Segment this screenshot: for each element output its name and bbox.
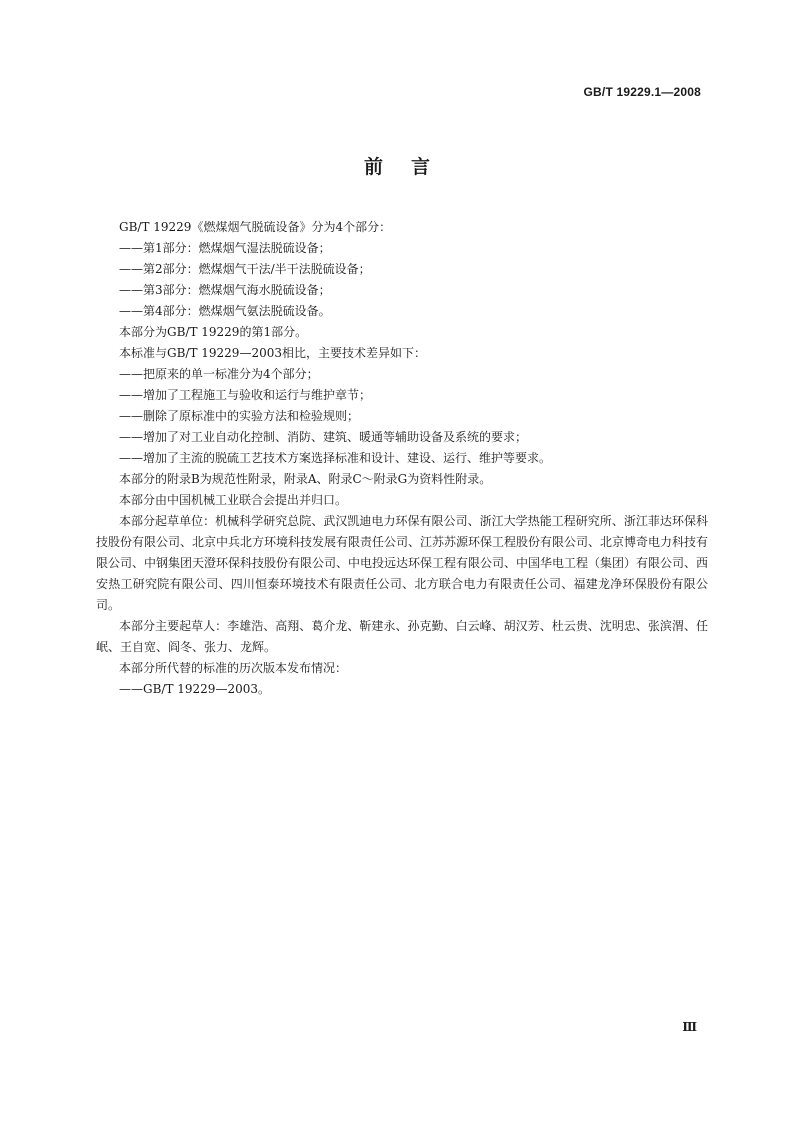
- page-number: Ⅲ: [682, 1020, 697, 1034]
- preface-body: [96, 217, 708, 700]
- list-item-part-4: ——第4部分：燃煤烟气氨法脱硫设备。: [119, 304, 331, 318]
- drafting-units: 本部分起草单位：机械科学研究总院、武汉凯迪电力环保有限公司、浙江大学热能工程研究所、浙江菲达环保科技股份有限公司、北京中兵北方环境科技发展有限责任公司、江苏苏源环保工程股份有限公司、北京博奇电力科技有限公司、中钢集团天澄环保科技股份有限公司、中电投远达环保工程有限公司、中国华电工程（集团）有限公司、西安热工研究院有限公司、四川恒泰环境技术有限责任公司、北方联合电力有限责任公司、福建龙净环保股份有限公司。: [96, 514, 709, 612]
- history-item: ——GB/T 19229—2003。: [119, 682, 270, 696]
- list-item-part-2: ——第2部分：燃煤烟气干法/半干法脱硫设备；: [119, 262, 371, 276]
- difference-item-4: ——增加了对工业自动化控制、消防、建筑、暖通等辅助设备及系统的要求；: [119, 430, 528, 444]
- difference-item-5: ——增加了主流的脱硫工艺技术方案选择标准和设计、建设、运行、维护等要求。: [119, 451, 552, 465]
- list-item-part-3: ——第3部分：燃煤烟气海水脱硫设备；: [119, 283, 331, 297]
- drafters: 本部分主要起草人：李雄浩、高翔、葛介龙、靳建永、孙克勤、白云峰、胡汉芳、杜云贵、沈明忠、张滨渭、任岷、王自宽、阎冬、张力、龙辉。: [96, 619, 708, 654]
- standard-code: GB/T 19229.1—2008: [583, 85, 701, 99]
- part-statement: 本部分为GB/T 19229的第1部分。: [119, 325, 308, 339]
- page-title: 前言: [363, 156, 458, 178]
- intro-paragraph: GB/T 19229《燃煤烟气脱硫设备》分为4个部分：: [119, 220, 392, 234]
- difference-item-1: ——把原来的单一标准分为4个部分；: [119, 367, 319, 381]
- history-intro: 本部分所代替的标准的历次版本发布情况：: [119, 661, 348, 675]
- differences-intro: 本标准与GB/T 19229—2003相比，主要技术差异如下：: [119, 346, 426, 360]
- difference-item-2: ——增加了工程施工与验收和运行与维护章节；: [119, 388, 372, 402]
- proposer-statement: 本部分由中国机械工业联合会提出并归口。: [119, 493, 348, 507]
- difference-item-3: ——删除了原标准中的实验方法和检验规则；: [119, 409, 360, 423]
- annex-statement: 本部分的附录B为规范性附录，附录A、附录C～附录G为资料性附录。: [119, 472, 492, 486]
- list-item-part-1: ——第1部分：燃煤烟气湿法脱硫设备；: [119, 241, 331, 255]
